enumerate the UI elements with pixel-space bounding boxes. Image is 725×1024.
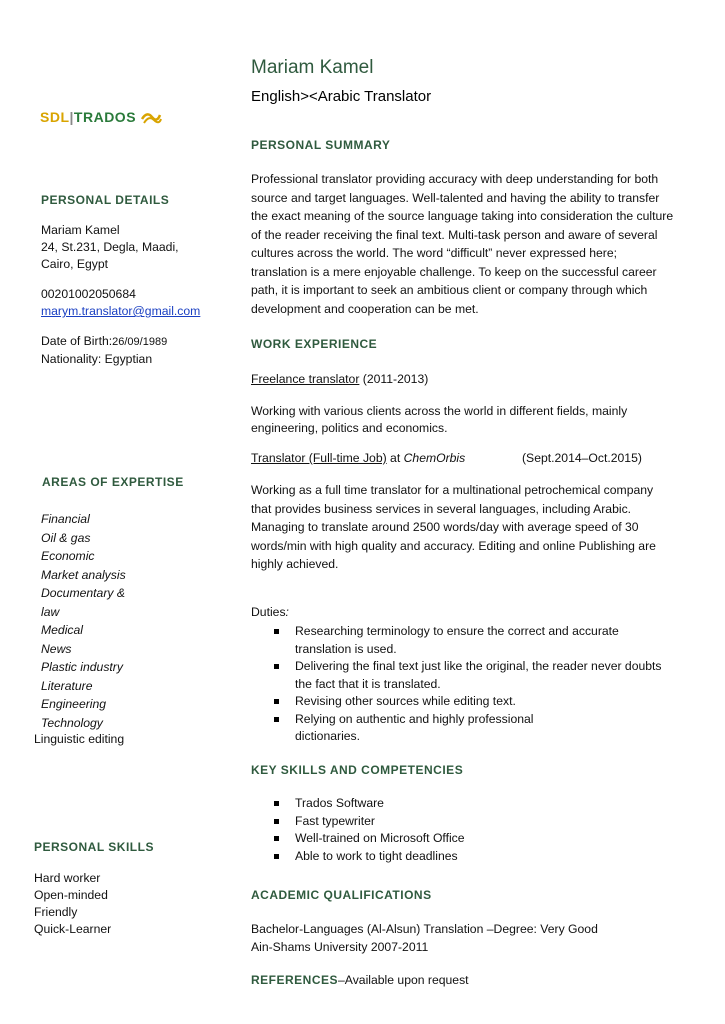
summary-text: Professional translator providing accuracy with deep understanding for both source and target languages. Well-talented and having the ability to transfer the exact meaning of the source language taking into consideration the culture of the reader receiving the final text. Multi-task person and aware of several cultures across the world. The word “difficult” never expressed here; translation is a mere enjoyable challenge. To keep on the successful career path, it is important to seek an ambitious client or company through which development and cooperation can be met. — [251, 172, 674, 316]
skill-item: Fast typewriter — [251, 813, 691, 831]
expertise-item: Medical — [41, 623, 83, 637]
expertise-item: Economic — [41, 549, 95, 563]
pd-name: Mariam Kamel — [41, 223, 120, 237]
personal-details — [41, 222, 200, 368]
personal-skill: Hard worker — [34, 871, 101, 885]
duty-item: Revising other sources while editing text. — [251, 693, 691, 711]
work-heading: WORK EXPERIENCE — [251, 337, 378, 351]
pd-nationality: Nationality: Egyptian — [41, 352, 153, 366]
skill-item: Well-trained on Microsoft Office — [251, 830, 691, 848]
pd-address-2: Cairo, Egypt — [41, 257, 109, 271]
job2-desc: Working as a full time translator for a multinational petrochemical company that provides business services in several languages, including Arabic. Managing to translate around 2500 words/day with average speed of 30 words/min with high quality and accuracy. Editing and online Publishing are highly achieved. — [251, 483, 656, 571]
expertise-item: Documentary & — [41, 586, 125, 600]
expertise-extra: Linguistic editing — [34, 732, 125, 746]
skills-heading: KEY SKILLS AND COMPETENCIES — [251, 763, 464, 777]
job-title: English><Arabic Translator — [251, 88, 432, 105]
duties-label: Duties: — [251, 605, 289, 619]
duty-item: Relying on authentic and highly professional dictionaries. — [251, 711, 691, 746]
summary-heading: PERSONAL SUMMARY — [251, 138, 391, 152]
personal-skills-heading: PERSONAL SKILLS — [34, 840, 154, 854]
pd-email-link[interactable]: marym.translator@gmail.com — [41, 304, 201, 318]
candidate-name: Mariam Kamel — [251, 57, 374, 78]
personal-skill: Open-minded — [34, 888, 108, 902]
skill-item: Able to work to tight deadlines — [251, 848, 691, 866]
expertise-item: Oil & gas — [41, 530, 91, 545]
logo-text: SDL|TRADOS — [40, 109, 137, 125]
personal-skill: Friendly — [34, 905, 78, 919]
duty-item: Researching terminology to ensure the correct and accurate translation is used. — [251, 623, 691, 658]
references: REFERENCES–Available upon request — [251, 973, 469, 987]
academic-heading: ACADEMIC QUALIFICATIONS — [251, 888, 432, 902]
expertise-list — [41, 510, 126, 732]
pd-address-1: 24, St.231, Degla, Maadi, — [41, 240, 179, 254]
duties-list — [251, 623, 691, 746]
expertise-item: Financial — [41, 512, 90, 526]
expertise-item: Technology — [41, 715, 103, 730]
expertise-item: Plastic industry — [41, 660, 123, 674]
personal-details-heading: PERSONAL DETAILS — [41, 193, 170, 207]
expertise-heading: AREAS OF EXPERTISE — [42, 475, 184, 489]
duty-item: Delivering the final text just like the original, the reader never doubts the fact that it is translated. — [251, 658, 691, 693]
references-heading: REFERENCES — [251, 973, 339, 987]
pd-dob: Date of Birth:26/09/1989 — [41, 334, 168, 348]
skill-item: Trados Software — [251, 795, 691, 813]
expertise-item: News — [41, 641, 72, 656]
academic-text: Bachelor-Languages (Al-Alsun) Translation –Degree: Very Good Ain-Shams University 2007-2011 — [251, 922, 598, 954]
job1-title: Freelance translator (2011-2013) — [251, 372, 429, 386]
personal-skills-list — [34, 870, 111, 938]
expertise-item: Literature — [41, 678, 93, 693]
sdl-trados-logo — [40, 109, 162, 125]
expertise-item: law — [41, 604, 60, 619]
personal-skill: Quick-Learner — [34, 922, 112, 936]
expertise-item: Market analysis — [41, 567, 126, 582]
skills-list — [251, 795, 691, 865]
job2-title: Translator (Full-time Job) at ChemOrbis (Sept.2014–Oct.2015) — [251, 451, 642, 465]
expertise-item: Engineering — [41, 697, 107, 711]
pd-phone: 00201002050684 — [41, 287, 136, 301]
trados-wave-icon — [140, 109, 162, 125]
job1-desc: Working with various clients across the world in different fields, mainly engineering, politics and economics. — [251, 404, 628, 435]
